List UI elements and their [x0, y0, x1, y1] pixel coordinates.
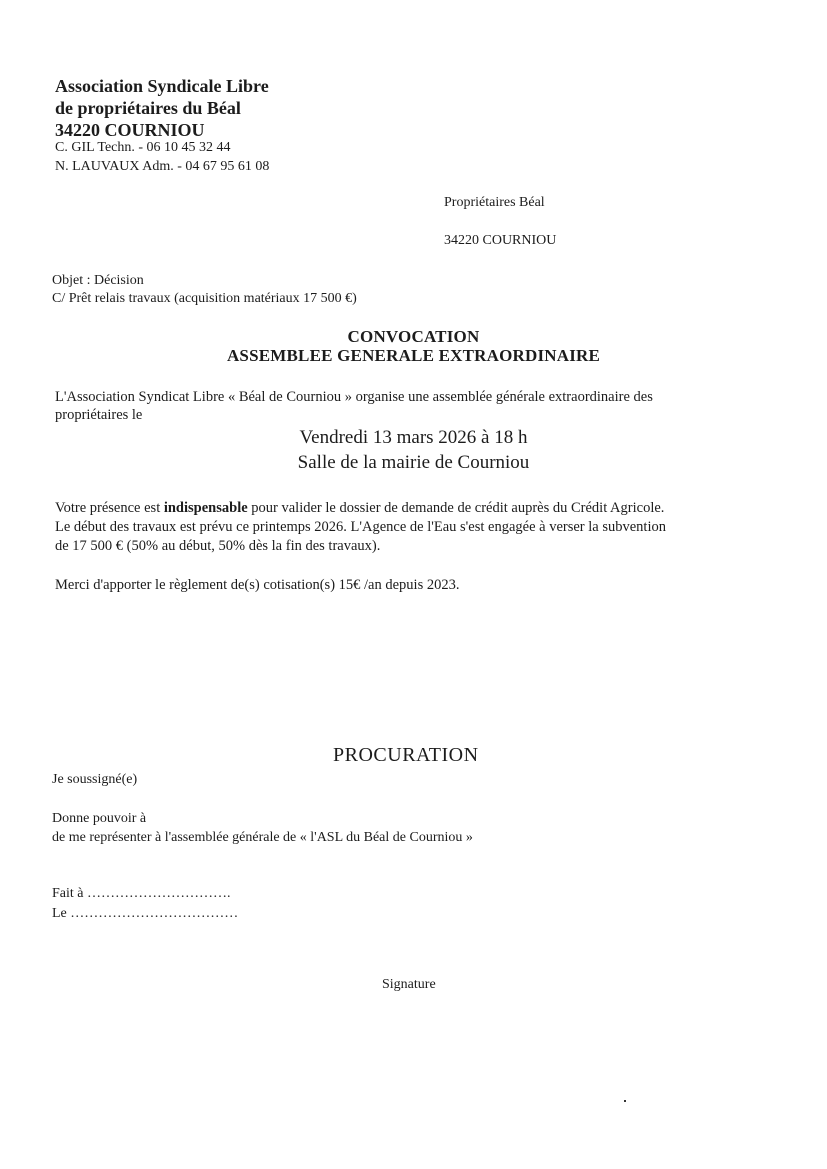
procuration-made-at: Fait à …………………………. — [52, 886, 231, 901]
details-line3: de 17 500 € (50% au début, 50% dès la fin des travaux). — [55, 538, 381, 554]
title-assembly: ASSEMBLEE GENERALE EXTRAORDINAIRE — [226, 346, 601, 365]
sender-postcode-city: 34220 COURNIOU — [55, 120, 205, 140]
meeting-date: Vendredi 13 mars 2026 à 18 h — [299, 427, 528, 448]
procuration-power-line2: de me représenter à l'assemblée générale de « l'ASL du Béal de Courniou » — [52, 830, 473, 845]
procuration-title: PROCURATION — [333, 744, 479, 766]
meeting-place: Salle de la mairie de Courniou — [297, 452, 530, 473]
details-line1-after: pour valider le dossier de demande de crédit auprès du Crédit Agricole. — [247, 500, 665, 516]
sender-name-line1: Association Syndicale Libre — [55, 76, 269, 96]
title-convocation: CONVOCATION — [347, 327, 480, 346]
details-line1 — [55, 499, 664, 517]
recipient-city: 34220 COURNIOU — [444, 233, 557, 248]
sender-name-line2: de propriétaires du Béal — [55, 98, 241, 118]
sender-contact-tech: C. GIL Techn. - 06 10 45 32 44 — [55, 140, 231, 155]
procuration-power-line1: Donne pouvoir à — [52, 811, 147, 826]
procuration-date: Le ……………………………… — [52, 906, 239, 921]
details-line2: Le début des travaux est prévu ce printemps 2026. L'Agence de l'Eau s'est engagée à verser la subvention — [55, 519, 666, 535]
intro-line2: propriétaires le — [55, 407, 143, 423]
signature-label: Signature — [382, 977, 436, 992]
subject-label: Objet : Décision — [52, 273, 144, 288]
scan-speck — [624, 1100, 626, 1102]
details-line1-before: Votre présence est — [55, 500, 164, 516]
intro-line1: L'Association Syndicat Libre « Béal de Courniou » organise une assemblée générale extraordinaire des — [55, 389, 653, 405]
subject-detail: C/ Prêt relais travaux (acquisition matériaux 17 500 €) — [52, 291, 357, 306]
recipient-name: Propriétaires Béal — [444, 195, 545, 210]
details-emphasis: indispensable — [163, 500, 248, 516]
sender-contact-admin: N. LAUVAUX Adm. - 04 67 95 61 08 — [55, 159, 270, 174]
payment-reminder: Merci d'apporter le règlement de(s) cotisation(s) 15€ /an depuis 2023. — [55, 577, 460, 593]
procuration-undersigned: Je soussigné(e) — [52, 772, 138, 787]
